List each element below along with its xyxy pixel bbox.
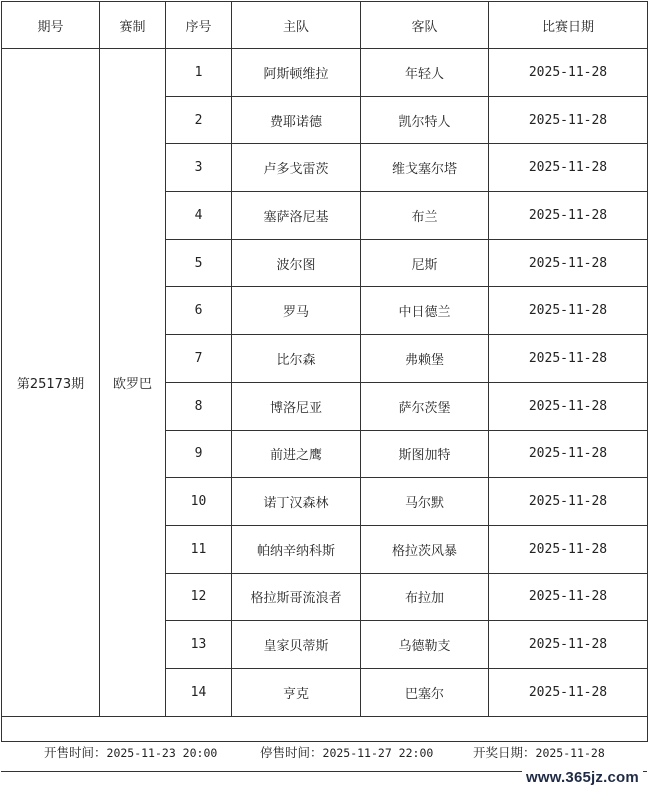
sale-end-label: 停售时间： xyxy=(260,745,323,760)
header-index: 序号 xyxy=(166,2,232,49)
match-date-cell: 2025-11-28 xyxy=(489,382,648,430)
index-cell: 10 xyxy=(166,478,232,526)
home-team-cell: 罗马 xyxy=(232,287,361,335)
away-team-cell: 尼斯 xyxy=(361,239,489,287)
home-team-cell: 帕纳辛纳科斯 xyxy=(232,525,361,573)
home-team-cell: 诺丁汉森林 xyxy=(232,478,361,526)
index-cell: 2 xyxy=(166,96,232,144)
away-team-cell: 年轻人 xyxy=(361,49,489,97)
sale-start-label: 开售时间： xyxy=(44,745,107,760)
away-team-cell: 中日德兰 xyxy=(361,287,489,335)
home-team-cell: 比尔森 xyxy=(232,335,361,383)
away-team-cell: 维戈塞尔塔 xyxy=(361,144,489,192)
away-team-cell: 巴塞尔 xyxy=(361,668,489,716)
away-team-cell: 凯尔特人 xyxy=(361,96,489,144)
home-team-cell: 亨克 xyxy=(232,668,361,716)
sale-start-value: 2025-11-23 20:00 xyxy=(106,746,218,760)
home-team-cell: 皇家贝蒂斯 xyxy=(232,621,361,669)
index-cell: 8 xyxy=(166,382,232,430)
away-team-cell: 布兰 xyxy=(361,192,489,240)
away-team-cell: 斯图加特 xyxy=(361,430,489,478)
home-team-cell: 阿斯顿维拉 xyxy=(232,49,361,97)
match-date-cell: 2025-11-28 xyxy=(489,49,648,97)
index-cell: 9 xyxy=(166,430,232,478)
match-date-cell: 2025-11-28 xyxy=(489,525,648,573)
away-team-cell: 萨尔茨堡 xyxy=(361,382,489,430)
site-watermark: www.365jz.com xyxy=(522,768,643,787)
match-date-cell: 2025-11-28 xyxy=(489,621,648,669)
home-team-cell: 前进之鹰 xyxy=(232,430,361,478)
away-team-cell: 格拉茨风暴 xyxy=(361,525,489,573)
header-match-date: 比赛日期 xyxy=(489,2,648,49)
match-date-cell: 2025-11-28 xyxy=(489,335,648,383)
draw-date-label: 开奖日期： xyxy=(473,745,536,760)
home-team-cell: 波尔图 xyxy=(232,239,361,287)
header-period: 期号 xyxy=(2,2,100,49)
index-cell: 1 xyxy=(166,49,232,97)
draw-date-value: 2025-11-28 xyxy=(535,746,605,760)
match-date-cell: 2025-11-28 xyxy=(489,668,648,716)
index-cell: 3 xyxy=(166,144,232,192)
index-cell: 7 xyxy=(166,335,232,383)
empty-row xyxy=(2,716,648,741)
sale-end xyxy=(260,743,433,761)
header-row xyxy=(2,2,648,49)
index-cell: 13 xyxy=(166,621,232,669)
home-team-cell: 费耶诺德 xyxy=(232,96,361,144)
table-row xyxy=(2,49,648,97)
index-cell: 11 xyxy=(166,525,232,573)
match-date-cell: 2025-11-28 xyxy=(489,573,648,621)
period-cell: 第25173期 xyxy=(2,49,100,717)
home-team-cell: 卢多戈雷茨 xyxy=(232,144,361,192)
away-team-cell: 马尔默 xyxy=(361,478,489,526)
format-cell: 欧罗巴 xyxy=(100,49,166,717)
header-away-team: 客队 xyxy=(361,2,489,49)
home-team-cell: 格拉斯哥流浪者 xyxy=(232,573,361,621)
header-home-team: 主队 xyxy=(232,2,361,49)
away-team-cell: 乌德勒支 xyxy=(361,621,489,669)
sale-end-value: 2025-11-27 22:00 xyxy=(322,746,434,760)
index-cell: 12 xyxy=(166,573,232,621)
match-date-cell: 2025-11-28 xyxy=(489,478,648,526)
schedule-table xyxy=(1,1,648,742)
sale-start xyxy=(44,743,217,761)
sale-info-footer xyxy=(1,743,647,767)
away-team-cell: 布拉加 xyxy=(361,573,489,621)
draw-date xyxy=(473,743,605,761)
match-date-cell: 2025-11-28 xyxy=(489,144,648,192)
index-cell: 5 xyxy=(166,239,232,287)
index-cell: 14 xyxy=(166,668,232,716)
match-date-cell: 2025-11-28 xyxy=(489,287,648,335)
away-team-cell: 弗赖堡 xyxy=(361,335,489,383)
index-cell: 4 xyxy=(166,192,232,240)
match-date-cell: 2025-11-28 xyxy=(489,96,648,144)
home-team-cell: 塞萨洛尼基 xyxy=(232,192,361,240)
index-cell: 6 xyxy=(166,287,232,335)
empty-cell xyxy=(2,716,648,741)
header-format: 赛制 xyxy=(100,2,166,49)
match-date-cell: 2025-11-28 xyxy=(489,192,648,240)
match-date-cell: 2025-11-28 xyxy=(489,239,648,287)
home-team-cell: 博洛尼亚 xyxy=(232,382,361,430)
match-date-cell: 2025-11-28 xyxy=(489,430,648,478)
